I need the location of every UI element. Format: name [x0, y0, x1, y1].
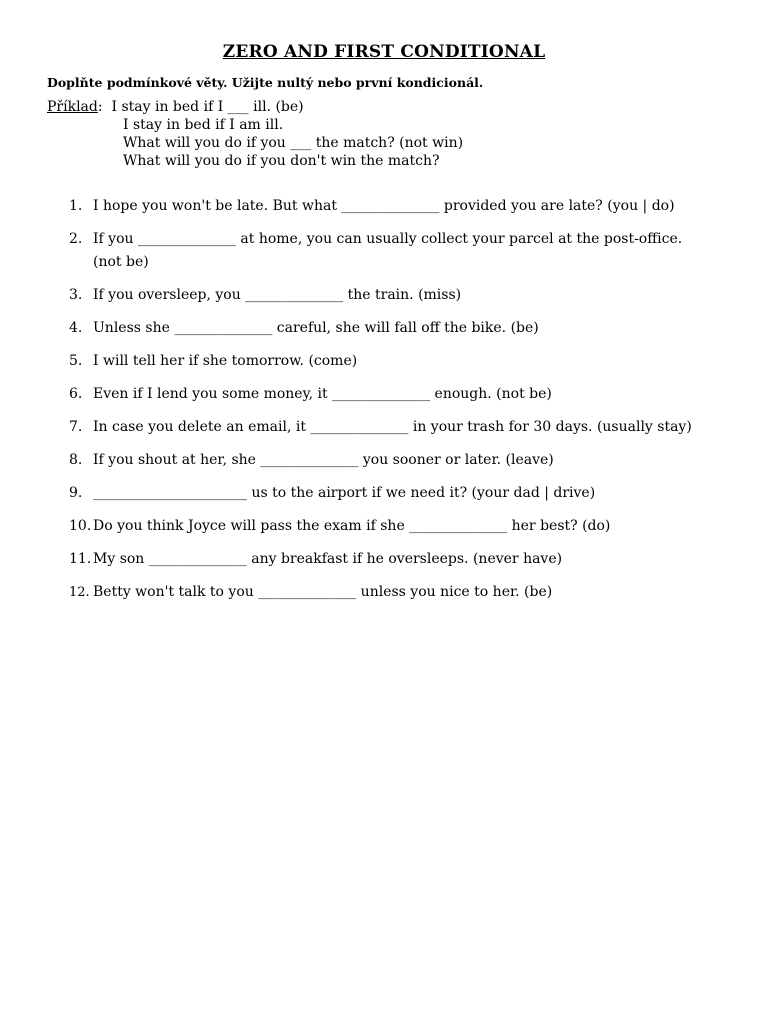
exercise-text: Do you think Joyce will pass the exam if she ______________ her best? (do)	[93, 518, 611, 534]
example-line: I stay in bed if I am ill.	[123, 117, 284, 133]
exercise-number: 12.	[69, 585, 90, 600]
exercise-item	[0, 548, 768, 571]
exercise-number: 7.	[69, 419, 83, 435]
worksheet-title: ZERO AND FIRST CONDITIONAL	[222, 42, 546, 62]
exercise-list	[0, 195, 768, 614]
example-label-suffix: :	[97, 99, 112, 115]
example-line-text: I stay in bed if I ___ ill. (be)	[111, 99, 304, 115]
exercise-number: 10.	[69, 518, 92, 534]
exercise-text: If you ______________ at home, you can usually collect your parcel at the post-office. (not be)	[93, 231, 683, 270]
exercise-text: If you oversleep, you ______________ the train. (miss)	[93, 287, 462, 303]
exercise-number: 9.	[69, 485, 83, 501]
exercise-number: 5.	[69, 353, 83, 369]
exercise-text: Unless she ______________ careful, she will fall off the bike. (be)	[93, 320, 539, 336]
exercise-number: 2.	[69, 231, 83, 247]
example-line	[47, 98, 463, 116]
exercise-text: In case you delete an email, it ______________ in your trash for 30 days. (usually stay)	[93, 419, 692, 435]
exercise-item	[0, 449, 768, 472]
instruction-text: Doplňte podmínkové věty. Užijte nultý nebo první kondicionál.	[47, 75, 484, 90]
exercise-text: Even if I lend you some money, it ______________ enough. (not be)	[93, 386, 552, 402]
exercise-item	[0, 515, 768, 538]
exercise-item	[0, 416, 768, 439]
exercise-item	[0, 350, 768, 373]
exercise-text: My son ______________ any breakfast if he oversleeps. (never have)	[93, 551, 563, 567]
exercise-number: 3.	[69, 287, 83, 303]
exercise-item	[0, 284, 768, 307]
exercise-item	[0, 317, 768, 340]
exercise-number: 1.	[69, 198, 83, 214]
exercise-text: ______________________ us to the airport if we need it? (your dad | drive)	[93, 485, 596, 501]
exercise-item	[0, 195, 768, 218]
example-label: Příklad	[47, 99, 98, 115]
example-line: What will you do if you ___ the match? (not win)	[123, 135, 464, 151]
exercise-text: If you shout at her, she ______________ you sooner or later. (leave)	[93, 452, 554, 468]
example-block	[47, 98, 463, 170]
exercise-number: 6.	[69, 386, 83, 402]
exercise-number: 8.	[69, 452, 83, 468]
exercise-number: 11.	[69, 551, 92, 567]
exercise-text: I will tell her if she tomorrow. (come)	[93, 353, 358, 369]
exercise-text: Betty won't talk to you ______________ unless you nice to her. (be)	[93, 584, 553, 600]
exercise-item	[0, 383, 768, 406]
exercise-item	[0, 482, 768, 505]
exercise-text: I hope you won't be late. But what ______________ provided you are late? (you | do)	[93, 198, 675, 214]
exercise-item	[0, 581, 768, 604]
example-line: What will you do if you don't win the match?	[123, 153, 440, 169]
exercise-item	[0, 228, 768, 274]
exercise-number: 4.	[69, 320, 83, 336]
